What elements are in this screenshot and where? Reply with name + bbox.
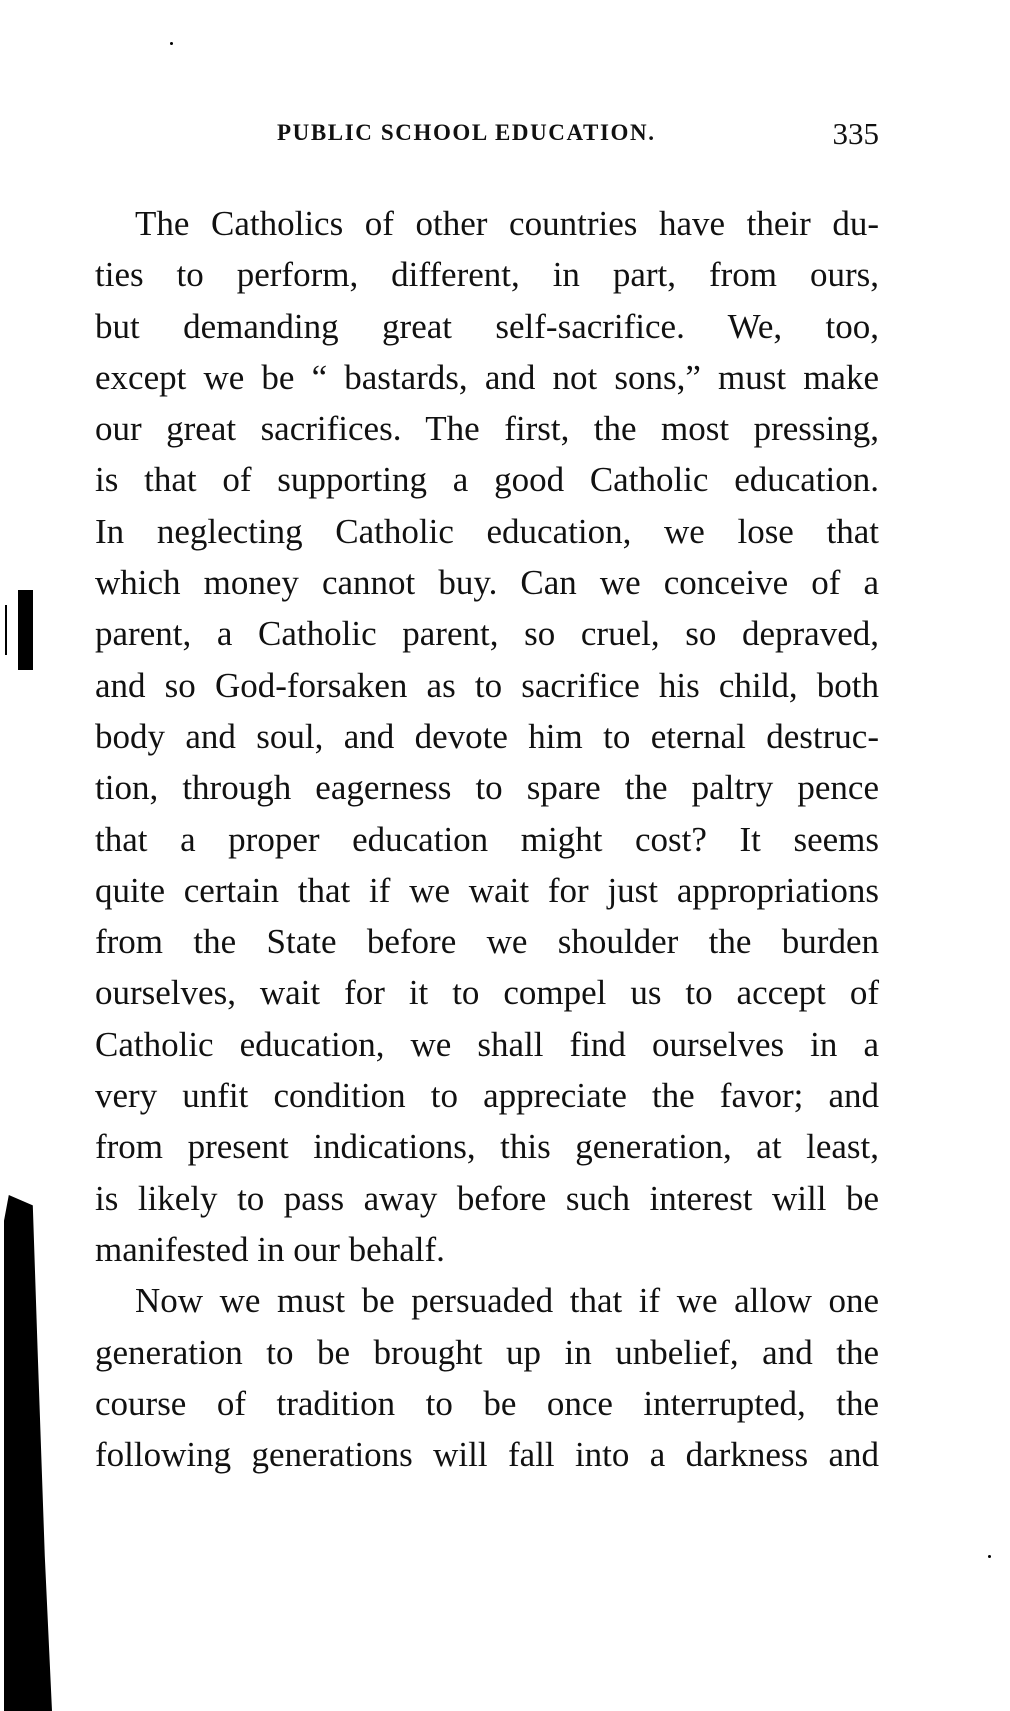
text-line: is that of supporting a good Catholic education. <box>95 460 879 500</box>
text-line: which money cannot buy. Can we conceive of a <box>95 563 879 603</box>
text-line: In neglecting Catholic education, we lose that <box>95 511 879 551</box>
text-line: body and soul, and devote him to eternal destruc- <box>95 716 879 756</box>
paragraph <box>95 1275 879 1480</box>
text-line: ourselves, wait for it to compel us to accept of <box>95 973 879 1013</box>
text-line: tion, through eagerness to spare the paltry pence <box>95 768 879 808</box>
scan-artifact-line <box>5 605 7 655</box>
text-line: from present indications, this generation, at least, <box>95 1127 879 1167</box>
running-header <box>277 116 879 151</box>
text-line: except we be “ bastards, and not sons,” must make <box>95 357 879 397</box>
scan-artifact-mark <box>18 590 33 670</box>
text-line: quite certain that if we wait for just appropriations <box>95 870 879 910</box>
text-line: The Catholics of other countries have their du- <box>135 204 879 243</box>
text-line: from the State before we shoulder the burden <box>95 922 879 962</box>
text-line: is likely to pass away before such interest will be <box>95 1178 879 1218</box>
scan-speck <box>988 1555 991 1558</box>
text-line: manifested in our behalf. <box>95 1229 445 1269</box>
text-line: ties to perform, different, in part, from ours, <box>95 255 879 295</box>
text-line: our great sacrifices. The first, the most pressing, <box>95 409 879 449</box>
paragraph <box>95 198 879 1275</box>
scan-page-edge-shadow <box>4 1195 52 1711</box>
text-line: course of tradition to be once interrupted, the <box>95 1383 879 1423</box>
text-line: generation to be brought up in unbelief, and the <box>95 1332 879 1372</box>
text-line: that a proper education might cost? It seems <box>95 819 879 859</box>
page-number: 335 <box>832 116 879 151</box>
text-line: but demanding great self-sacrifice. We, too, <box>95 306 879 346</box>
text-line: Now we must be persuaded that if we allow one <box>135 1281 879 1321</box>
text-line: very unfit condition to appreciate the favor; and <box>95 1076 879 1116</box>
scan-speck <box>170 42 173 45</box>
body-text <box>95 198 879 1480</box>
text-line: Catholic education, we shall find ourselves in a <box>95 1024 879 1064</box>
text-line: parent, a Catholic parent, so cruel, so depraved, <box>95 614 879 654</box>
running-header-title: PUBLIC SCHOOL EDUCATION. <box>277 120 656 145</box>
text-line: and so God-forsaken as to sacrifice his child, both <box>95 665 879 705</box>
text-line: following generations will fall into a darkness and <box>95 1435 879 1475</box>
